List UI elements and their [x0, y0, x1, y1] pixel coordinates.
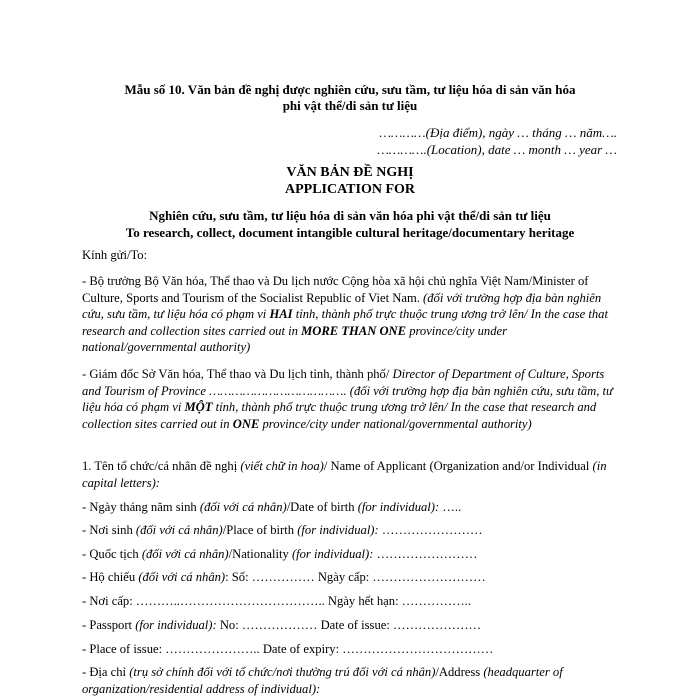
field-label-en: /Nationality [228, 547, 292, 561]
field-hint: (trụ sở chính đối với tổ chức/nơi thường trú đối với cá nhân) [129, 665, 436, 679]
field-label: - Ngày tháng năm sinh [82, 500, 200, 514]
field-nationality [82, 546, 622, 562]
field-passport-vi [82, 569, 622, 585]
form-heading [60, 82, 640, 114]
recipient-department-text: - Giám đốc Sở Văn hóa, Thể thao và Du lịch tỉnh, thành phố/ [82, 367, 390, 381]
field-label-en: /Address [435, 665, 484, 679]
recipient-ministry-note-c: tỉnh, thành phố trực thuộc trung ương trở lên/ In the case that research and collection sites carried out in [82, 307, 608, 338]
recipient-ministry [82, 273, 622, 356]
field-label: - Quốc tịch [82, 547, 142, 561]
field-place-of-issue-en: - Place of issue: ………………….. Date of expiry: ……………………………… [82, 642, 494, 656]
document-title-en: APPLICATION FOR [284, 182, 416, 197]
form-heading-line2: phi vật thể/di sản tư liệu [282, 98, 418, 113]
field-hint: (for individual): [135, 618, 217, 632]
location-date-vi: …………(Địa điểm), ngày … tháng … năm…. [379, 125, 617, 140]
field-blank: No: ……………… Date of issue: ………………… [216, 618, 482, 632]
field-place-of-birth [82, 522, 622, 538]
applicant-name-label: 1. Tên tổ chức/cá nhân đề nghị [82, 459, 241, 473]
field-date-of-birth [82, 499, 622, 515]
field-hint-en: (headquarter of organization/residential address of individual): [82, 665, 563, 696]
recipient-department [82, 366, 622, 432]
recipient-department-note-b: MỘT [184, 400, 213, 414]
field-address [82, 664, 622, 697]
field-hint-en: (for individual): [357, 500, 440, 514]
applicant-name-hint: (viết chữ in hoa) [240, 459, 324, 473]
recipient-ministry-note-a: (đối với trường hợp địa bàn nghiên cứu, sưu tầm, tư liệu hóa có phạm vi [82, 290, 602, 321]
field-label-en: /Date of birth [286, 500, 358, 514]
field-label: - Nơi sinh [82, 523, 136, 537]
subject-en: To research, collect, document intangible cultural heritage/documentary heritage [125, 225, 575, 240]
field-hint: (đối với cá nhân) [199, 500, 287, 514]
field-label: - Địa chỉ [82, 665, 130, 679]
field-hint: (đối với cá nhân) [141, 547, 229, 561]
field-hint-en: (for individual): [297, 523, 379, 537]
field-blank: …………………… [378, 523, 483, 537]
recipient-ministry-note-e: province/city under national/governmental authority) [82, 323, 507, 354]
recipient-department-note-c: tỉnh, thành phố trực thuộc trung ương trở lên/ In the case that research and collection sites carried out in [82, 400, 597, 431]
field-place-of-issue-vi: - Nơi cấp: ………..…………………………….. Ngày hết hạn: …………….. [82, 594, 471, 608]
recipient-ministry-text: - Bộ trưởng Bộ Văn hóa, Thể thao và Du lịch nước Cộng hòa xã hội chủ nghĩa Việt Nam/Minister of Culture, Sports and Tourism of the Socialist Republic of Viet Nam. [82, 274, 589, 305]
applicant-name-item [82, 458, 622, 491]
recipient-department-note-d: ONE [232, 416, 260, 431]
form-heading-line1: Mẫu số 10. Văn bản đề nghị được nghiên cứu, sưu tầm, tư liệu hóa di sản văn hóa [124, 82, 576, 97]
field-passport-en [82, 617, 622, 633]
document-title-vi: VĂN BẢN ĐỀ NGHỊ [286, 165, 414, 180]
field-blank: …………………… [373, 547, 478, 561]
field-hint: (đối với cá nhân) [135, 523, 223, 537]
field-blank: : Số: …………… Ngày cấp: ……………………… [225, 570, 486, 584]
field-hint: (đối với cá nhân) [138, 570, 226, 584]
recipient-ministry-note-b: HAI [269, 307, 293, 321]
subject-vi: Nghiên cứu, sưu tầm, tư liệu hóa di sản văn hóa phi vật thể/di sản tư liệu [149, 208, 551, 223]
field-hint-en: (for individual): [291, 547, 374, 561]
field-blank: ….. [439, 500, 462, 514]
applicant-name-hint-en: (in capital letters): [82, 459, 607, 490]
field-label: - Hộ chiếu [82, 570, 139, 584]
recipient-department-note-e: province/city under national/governmental authority) [259, 416, 532, 431]
recipient-department-note-a: Director of Department of Culture, Sports and Tourism of Province ………………………………. (đối với trường hợp địa bàn nghiên cứu, sưu tầm, tư liệu hóa có phạm vi [82, 367, 613, 414]
location-date-en: ………….(Location), date … month … year … [377, 142, 617, 157]
recipient-label: Kính gửi/To: [82, 248, 148, 262]
recipient-ministry-note-d: MORE THAN ONE [301, 323, 407, 338]
applicant-name-label-en: / Name of Applicant (Organization and/or Individual [323, 459, 593, 473]
field-label-en: /Place of birth [222, 523, 298, 537]
field-label: - Passport [82, 618, 136, 632]
